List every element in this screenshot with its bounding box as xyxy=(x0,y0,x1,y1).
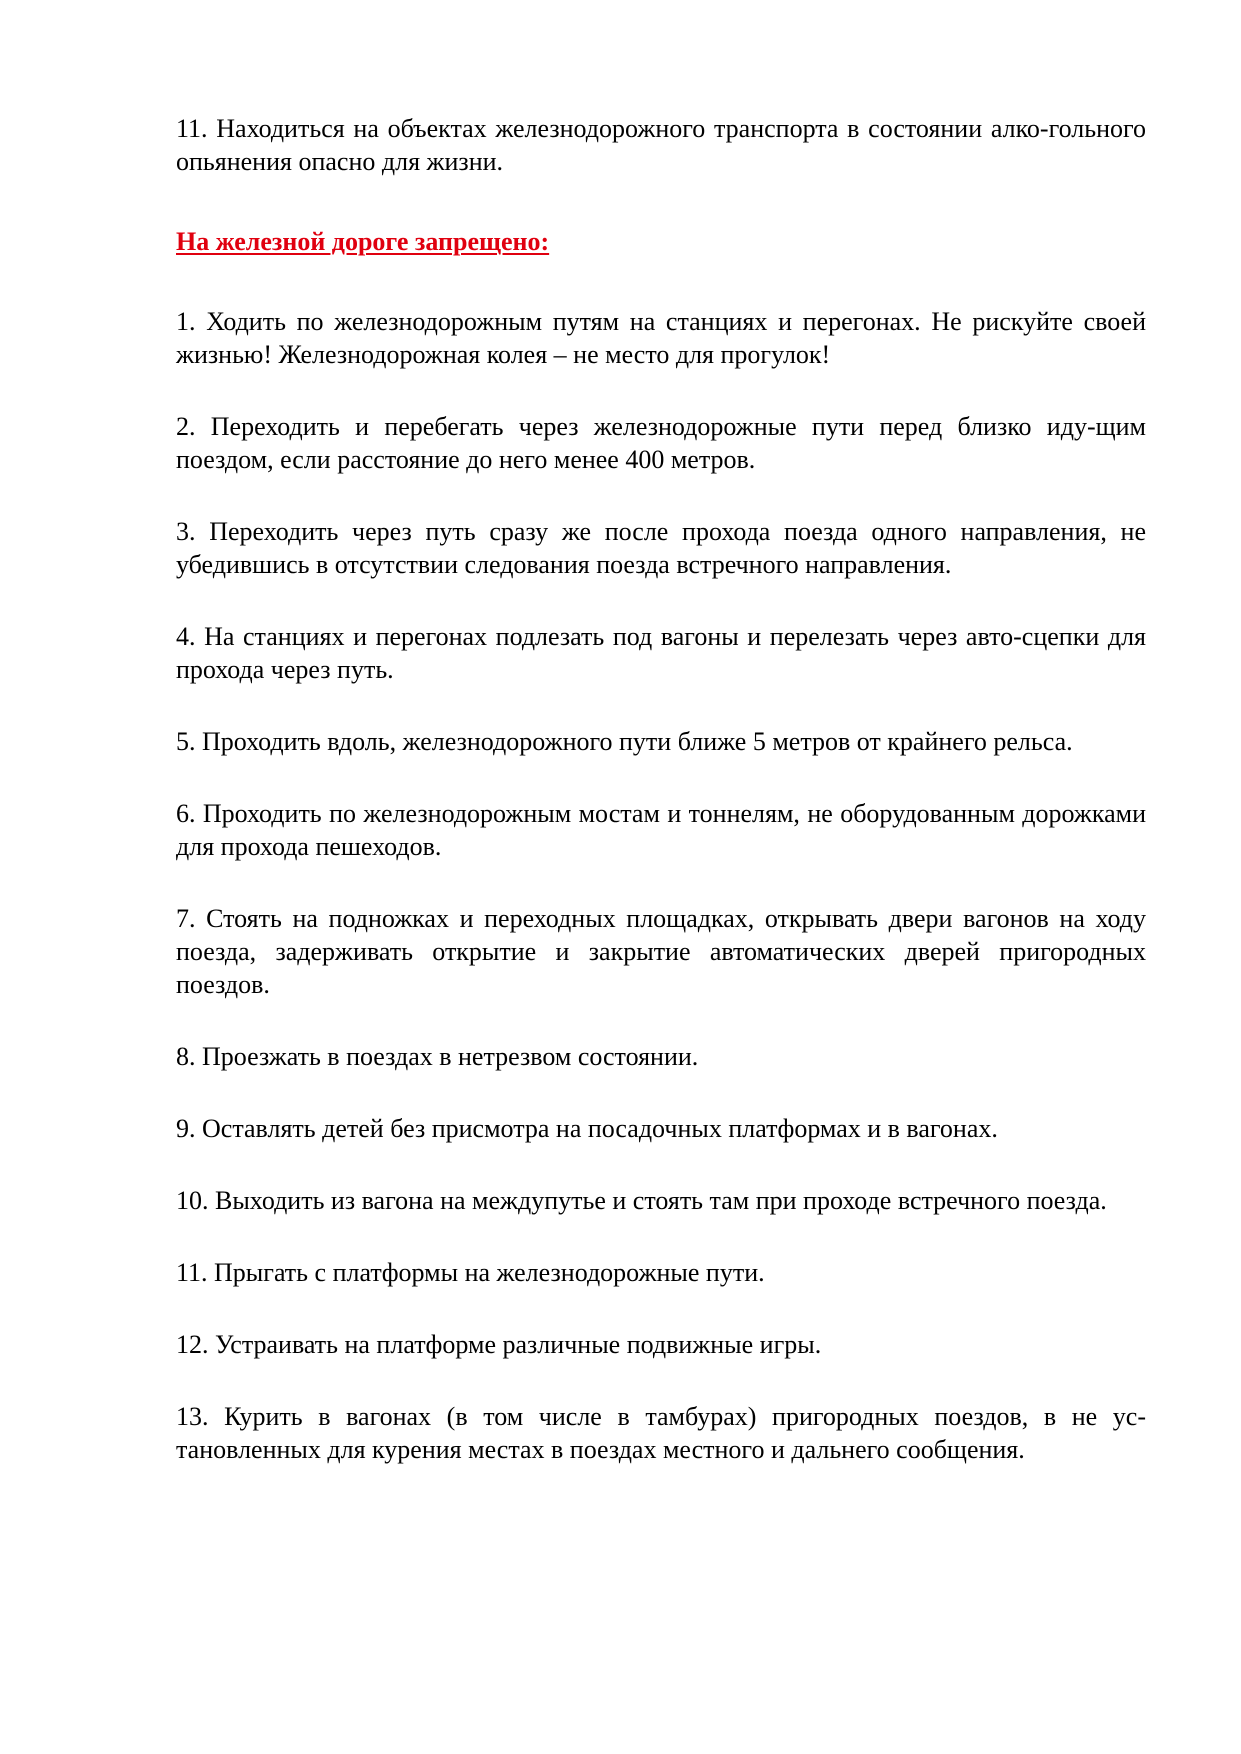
list-item: 3. Переходить через путь сразу же после прохода поезда одного направления, не убедившись в отсутствии следования поезда встречного направления. xyxy=(176,517,1146,579)
intro-paragraph: 11. Находиться на объектах железнодорожного транспорта в состоянии алко-гольного опьянения опасно для жизни. xyxy=(176,114,1146,176)
list-item: 13. Курить в вагонах (в том числе в тамбурах) пригородных поездов, в не ус-тановленных для курения местах в поездах местного и дальнего сообщения. xyxy=(176,1402,1146,1464)
section-heading: На железной дороге запрещено: xyxy=(176,227,550,256)
list-item: 2. Переходить и перебегать через железнодорожные пути перед близко иду-щим поездом, если расстояние до него менее 400 метров. xyxy=(176,412,1146,474)
document-page xyxy=(176,112,1146,1505)
list-item: 8. Проезжать в поездах в нетрезвом состоянии. xyxy=(176,1042,699,1071)
list-item: 11. Прыгать с платформы на железнодорожные пути. xyxy=(176,1258,765,1287)
list-item: 12. Устраивать на платформе различные подвижные игры. xyxy=(176,1330,822,1359)
prohibitions-list xyxy=(176,305,1146,1466)
list-item: 5. Проходить вдоль, железнодорожного пути ближе 5 метров от крайнего рельса. xyxy=(176,727,1073,756)
list-item: 10. Выходить из вагона на междупутье и стоять там при проходе встречного поезда. xyxy=(176,1186,1107,1215)
list-item: 1. Ходить по железнодорожным путям на станциях и перегонах. Не рискуйте своей жизнью! Железнодорожная колея – не место для прогулок! xyxy=(176,307,1146,369)
list-item: 4. На станциях и перегонах подлезать под вагоны и перелезать через авто-сцепки для прохода через путь. xyxy=(176,622,1146,684)
list-item: 9. Оставлять детей без присмотра на посадочных платформах и в вагонах. xyxy=(176,1114,998,1143)
list-item: 6. Проходить по железнодорожным мостам и тоннелям, не оборудованным дорожками для прохода пешеходов. xyxy=(176,799,1146,861)
list-item: 7. Стоять на подножках и переходных площадках, открывать двери вагонов на ходу поезда, задерживать открытие и закрытие автоматических дверей пригородных поездов. xyxy=(176,904,1146,999)
